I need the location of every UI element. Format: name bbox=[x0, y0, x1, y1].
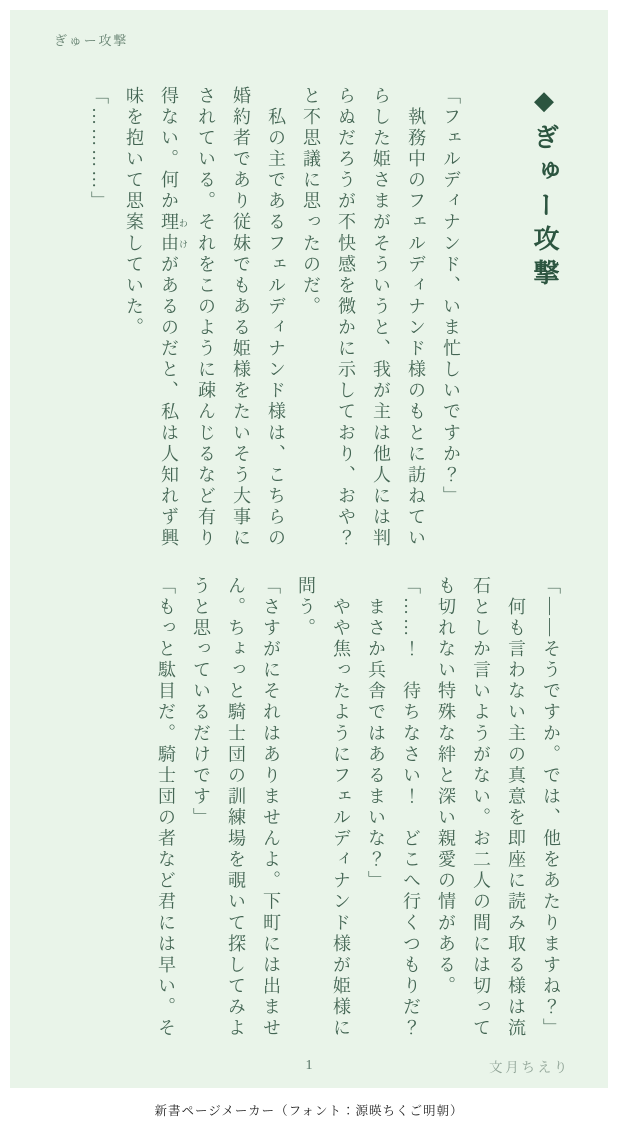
text-line: 「もっと駄目だ。騎士団の者など君には早い。そ bbox=[156, 576, 176, 1040]
text-line: 「フェルディナンド、いま忙しいですか？」 bbox=[441, 86, 461, 508]
ruby-suffix: があるのだと、私は人知れず興 bbox=[159, 254, 179, 550]
section-title: ◆ぎゅー攻撃 bbox=[530, 86, 559, 293]
text-line-with-ruby bbox=[151, 86, 188, 572]
text-band-top bbox=[30, 86, 568, 572]
text-line: ん。ちょっと騎士団の訓練場を覗いて探してみよ bbox=[226, 576, 246, 1040]
text-line: 「さすがにそれはありませんよ。下町には出ませ bbox=[261, 576, 281, 1040]
text-line: 問う。 bbox=[296, 576, 316, 640]
text-line: 婚約者であり従妹でもある姫様をたいそう大事に bbox=[231, 86, 251, 550]
text-band-bottom bbox=[30, 576, 568, 1062]
text-line: 何も言わない主の真意を即座に読み取る様は流 bbox=[506, 576, 526, 1040]
text-line: されている。それをこのように疎んじるなど有り bbox=[196, 86, 216, 550]
text-line: うと思っているだけです」 bbox=[191, 576, 211, 829]
generator-credit-bar bbox=[0, 1088, 618, 1132]
ruby-base: 理由 bbox=[159, 212, 179, 255]
page-number: 1 bbox=[305, 1058, 313, 1073]
text-line: らぬだろうが不快感を微かに示しており、おや？ bbox=[336, 86, 356, 550]
text-line: 私の主であるフェルディナンド様は、こちらの bbox=[266, 86, 286, 550]
text-line: も切れない特殊な絆と深い親愛の情がある。 bbox=[436, 576, 456, 998]
text-line: 「……！ 待ちなさい！ どこへ行くつもりだ？ bbox=[401, 576, 421, 1040]
ruby-word bbox=[159, 212, 188, 255]
text-line: やや焦ったようにフェルディナンド様が姫様に bbox=[331, 576, 351, 1040]
text-line: らした姫さまがそういうと、我が主は他人には判 bbox=[371, 86, 391, 550]
generator-credit: 新書ページメーカー（フォント：源暎ちくご明朝） bbox=[154, 1104, 464, 1118]
text-line: 「…………」 bbox=[89, 86, 109, 213]
text-line: 「――そうですか。では、他をあたりますね？」 bbox=[541, 576, 561, 1040]
text-line: まさか兵舎ではあるまいな？」 bbox=[366, 576, 386, 892]
ruby-prefix: 得ない。何か bbox=[159, 86, 179, 213]
ruby-reading: わけ bbox=[178, 212, 188, 255]
text-line: と不思議に思ったのだ。 bbox=[301, 86, 321, 318]
text-line: 味を抱いて思案していた。 bbox=[124, 86, 144, 339]
text-line: 石としか言いようがない。お二人の間には切って bbox=[471, 576, 491, 1040]
text-line: 執務中のフェルディナンド様のもとに訪ねてい bbox=[406, 86, 426, 550]
running-header: ぎゅー攻撃 bbox=[54, 33, 129, 48]
author-name: 文月ちえり bbox=[489, 1060, 570, 1075]
novel-page bbox=[10, 10, 608, 1088]
